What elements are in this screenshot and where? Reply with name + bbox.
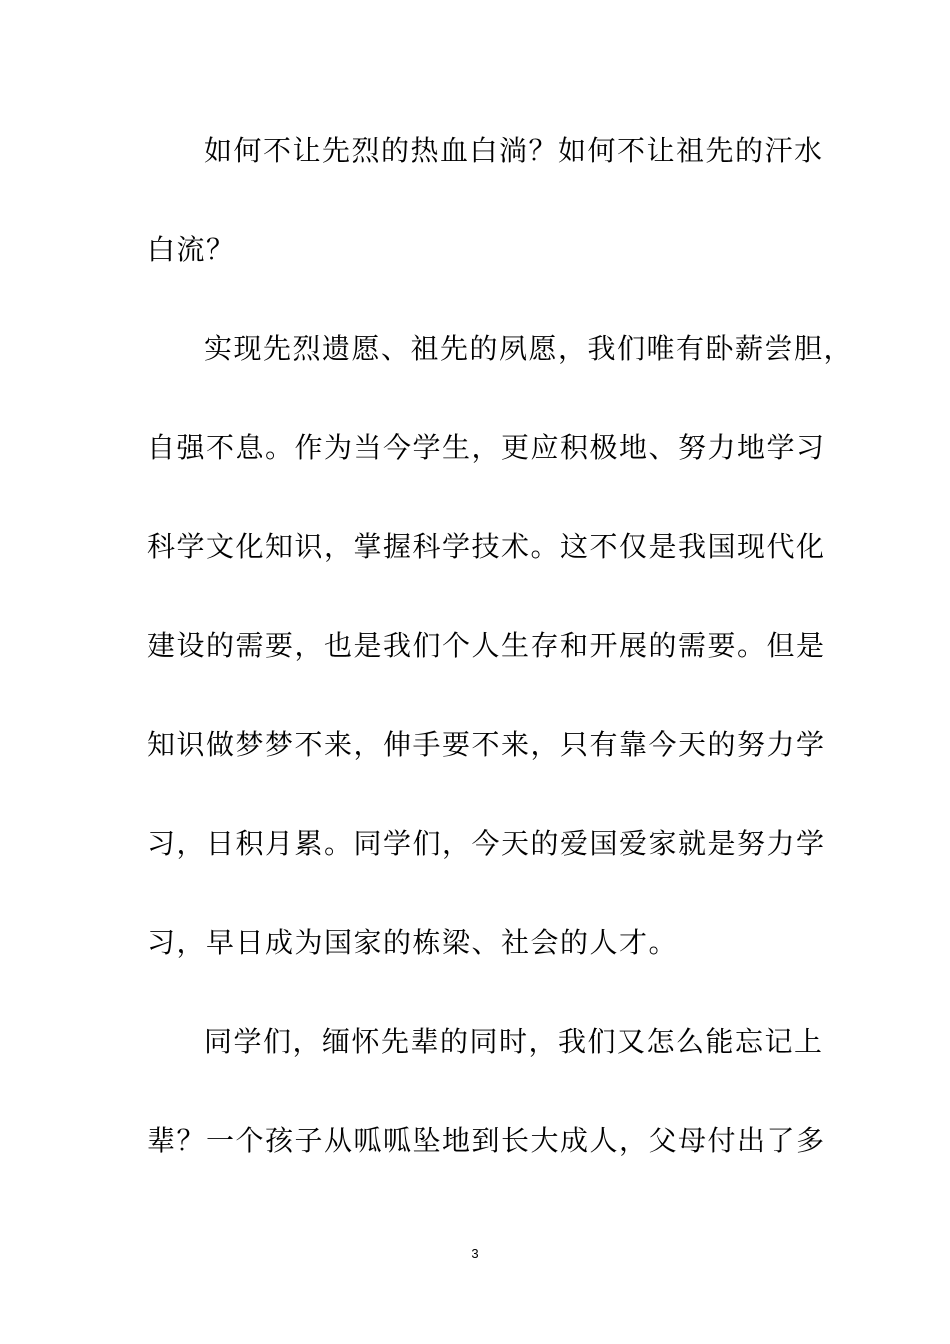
paragraph-3-line-2: 辈？一个孩子从呱呱坠地到长大成人，父母付出了多 <box>147 1124 826 1157</box>
paragraph-1-line-1: 如何不让先烈的热血白淌？如何不让祖先的汗水 <box>204 134 824 167</box>
paragraph-2-line-4: 建设的需要，也是我们个人生存和开展的需要。但是 <box>147 629 826 662</box>
paragraph-2-line-6: 习，日积月累。同学们，今天的爱国爱家就是努力学 <box>147 827 826 860</box>
page-number: 3 <box>471 1246 479 1261</box>
paragraph-2-line-3: 科学文化知识，掌握科学技术。这不仅是我国现代化 <box>147 530 826 563</box>
paragraph-2-line-7: 习，早日成为国家的栋梁、社会的人才。 <box>147 926 679 959</box>
paragraph-1-line-2: 白流？ <box>147 233 236 266</box>
paragraph-2-line-5: 知识做梦梦不来，伸手要不来，只有靠今天的努力学 <box>147 728 826 761</box>
paragraph-2-line-1: 实现先烈遗愿、祖先的夙愿，我们唯有卧薪尝胆， <box>204 332 854 365</box>
paragraph-3-line-1: 同学们，缅怀先辈的同时，我们又怎么能忘记上 <box>204 1025 824 1058</box>
paragraph-2-line-2: 自强不息。作为当今学生，更应积极地、努力地学习 <box>147 431 826 464</box>
